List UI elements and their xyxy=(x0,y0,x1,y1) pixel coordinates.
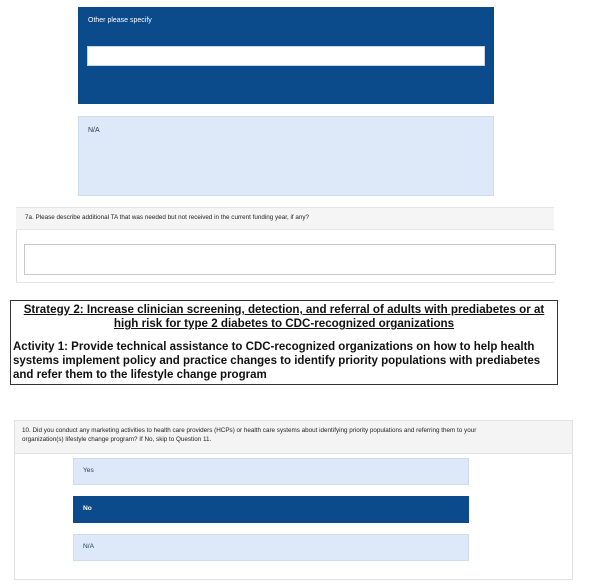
question-7a-text-input[interactable] xyxy=(24,244,556,275)
activity-line-2: systems implement policy and practice changes to identify priority populations with prediabetes xyxy=(13,355,541,368)
other-option-label: Other please specify xyxy=(88,17,152,24)
activity-line-3: and refer them to the lifestyle change program xyxy=(13,369,267,382)
option-yes-label: Yes xyxy=(83,467,94,474)
option-no-label: No xyxy=(83,505,92,512)
option-na[interactable] xyxy=(73,534,469,561)
question-10-line-1: 10. Did you conduct any marketing activities to health care providers (HCPs) or health care systems about identifying priority populations and referring them to your xyxy=(22,427,477,434)
na-option[interactable] xyxy=(78,116,494,196)
strategy-title xyxy=(11,303,557,331)
na-option-label: N/A xyxy=(88,127,100,134)
question-10-line-2: organization(s) lifestyle change program? If No, skip to Question 11. xyxy=(22,436,212,443)
option-na-label: N/A xyxy=(83,543,94,550)
activity-line-1: Activity 1: Provide technical assistance to CDC-recognized organizations on how to help health xyxy=(13,341,535,353)
question-7a-text: 7a. Please describe additional TA that was needed but not received in the current funding year, if any? xyxy=(25,214,310,221)
question-7a-frame-bottom xyxy=(16,282,554,283)
strategy-title-line-1: Strategy 2: Increase clinician screening, detection, and referral of adults with prediabetes or at xyxy=(23,303,545,316)
strategy-title-line-2: high risk for type 2 diabetes to CDC-recognized organizations xyxy=(113,317,455,330)
other-specify-input[interactable] xyxy=(87,46,485,66)
option-no-selected[interactable] xyxy=(73,496,469,523)
question-10-text xyxy=(22,426,567,444)
strategy-activity xyxy=(13,340,555,383)
option-yes[interactable] xyxy=(73,458,469,485)
question-7a-frame-left xyxy=(16,230,17,283)
